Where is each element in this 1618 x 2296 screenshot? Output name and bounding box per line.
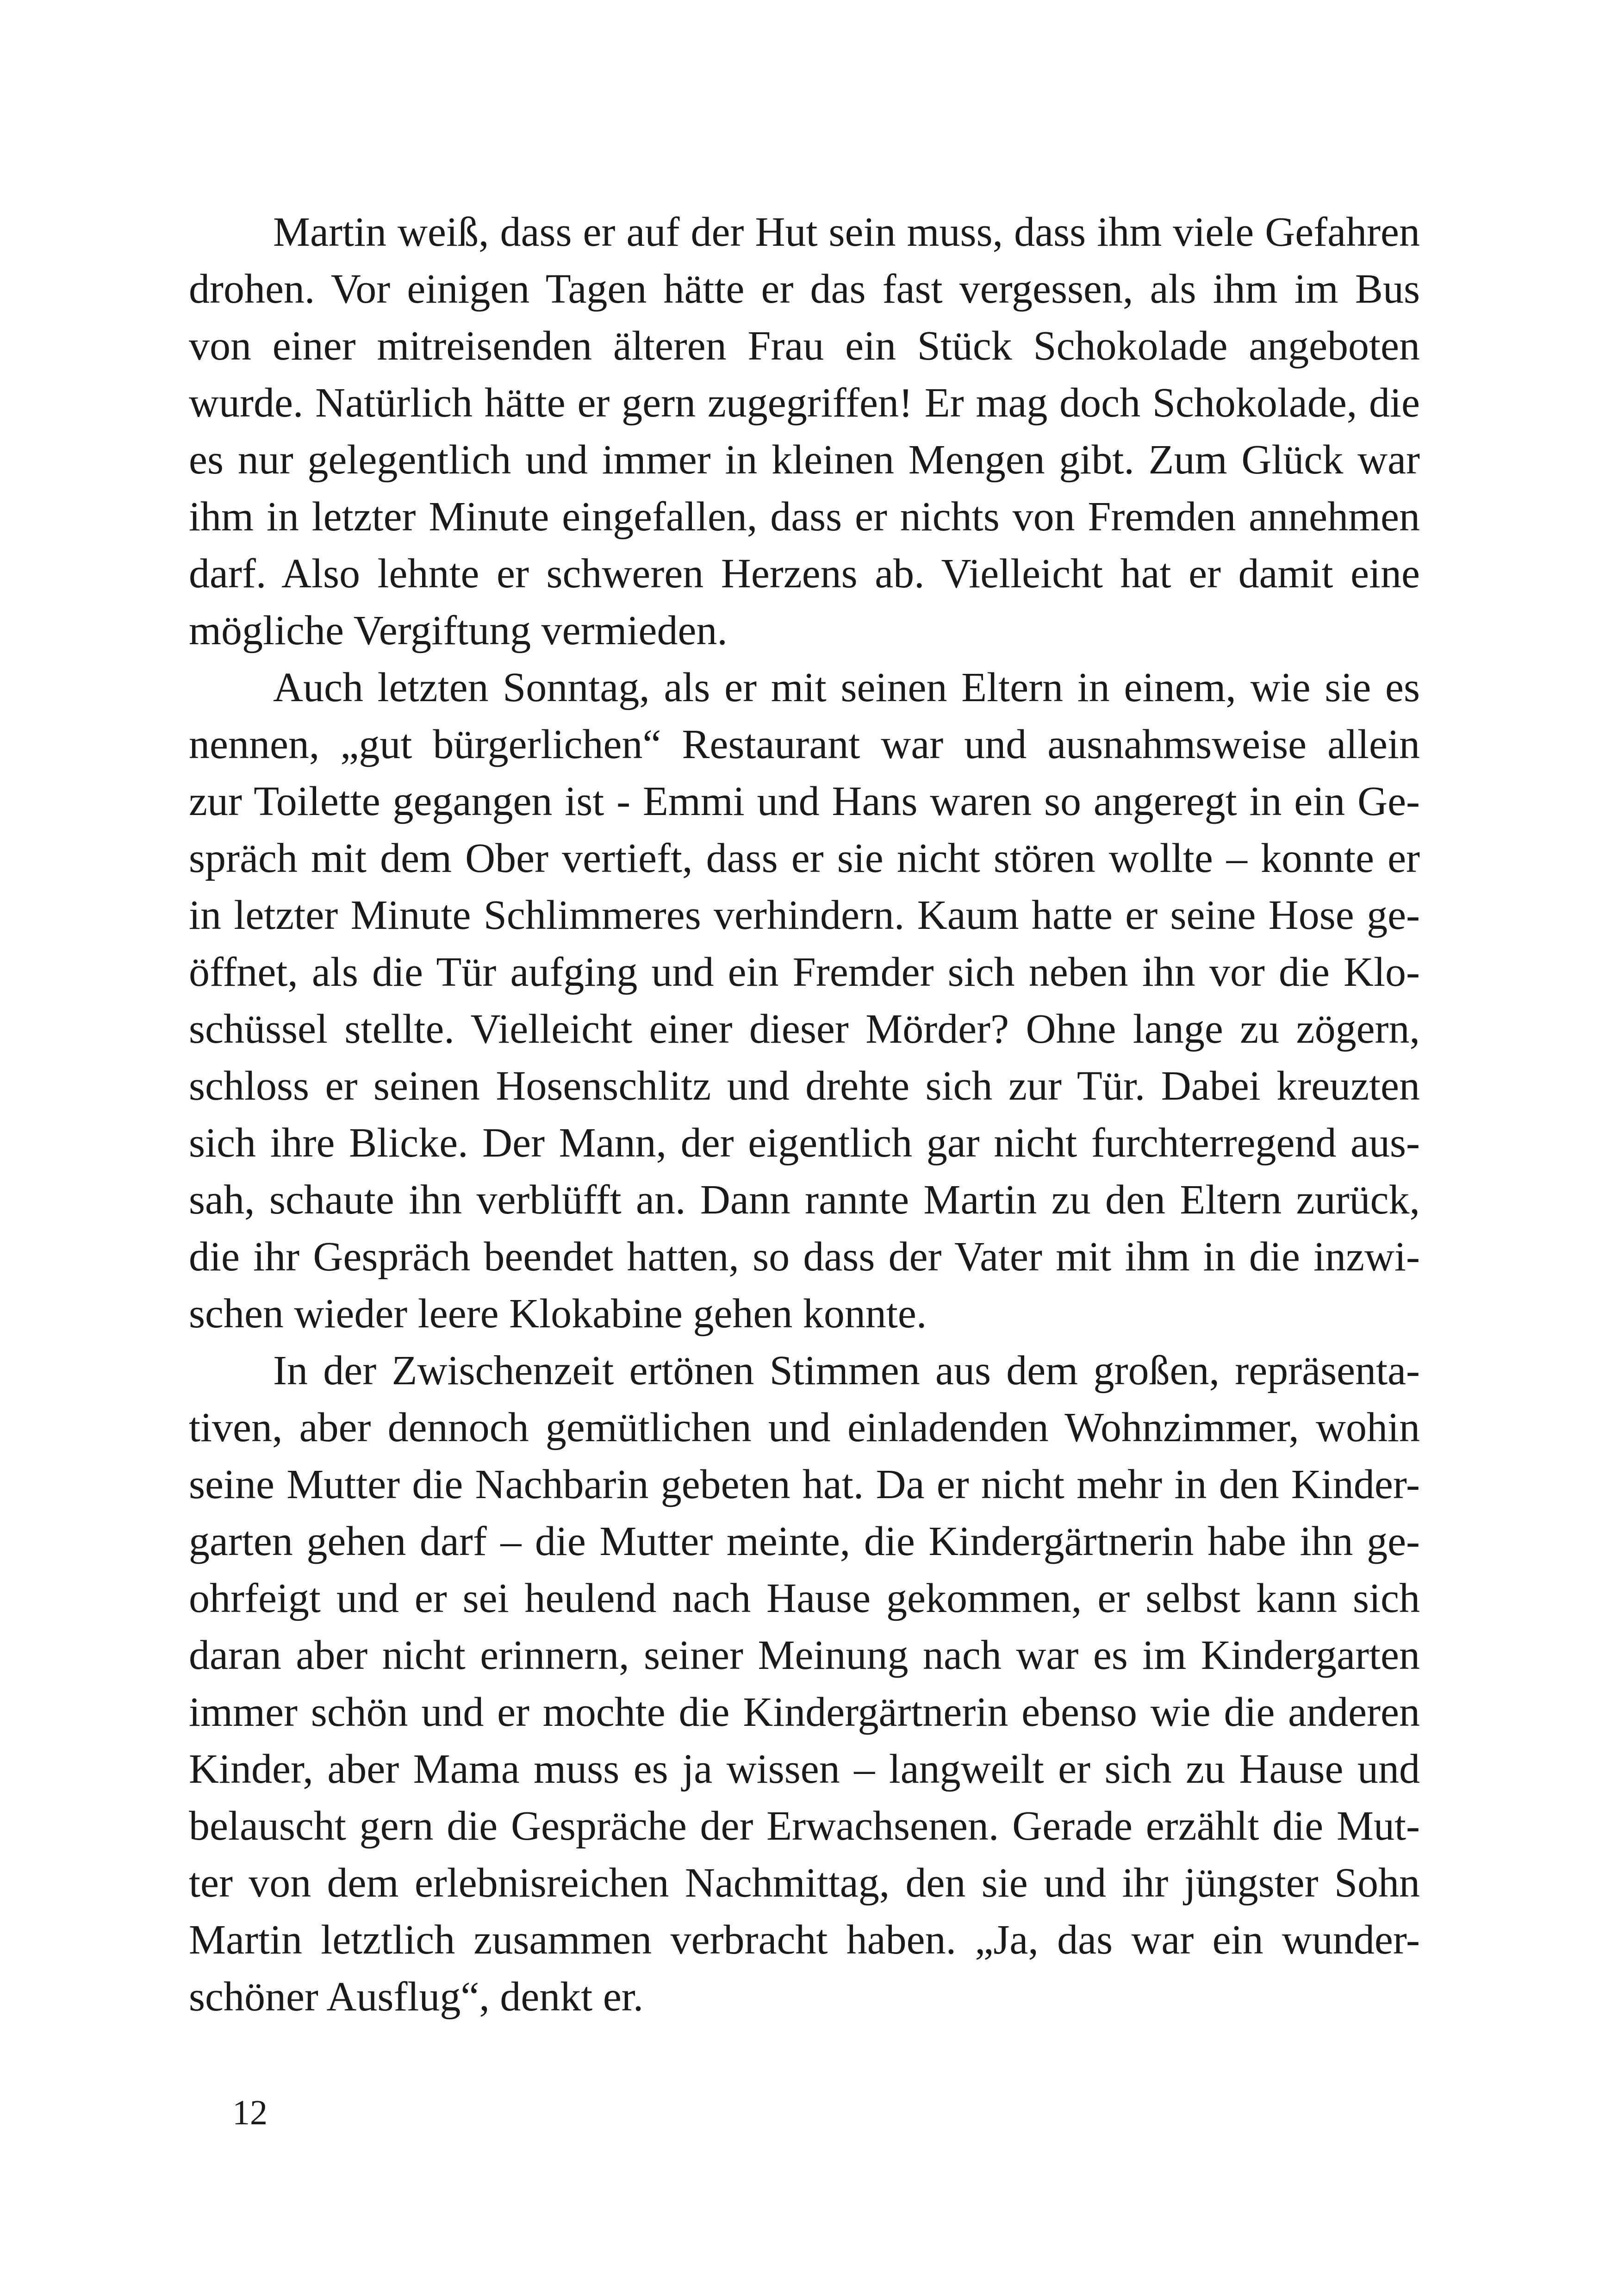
- text-line: belauscht gern die Gespräche der Erwachsenen. Gerade erzählt die Mut-: [189, 1803, 1420, 1849]
- text-line: Martin weiß, dass er auf der Hut sein muss, dass ihm viele Gefahren: [273, 209, 1420, 255]
- text-line: in letzter Minute Schlimmeres verhindern. Kaum hatte er seine Hose ge-: [189, 892, 1420, 938]
- text-line: garten gehen darf – die Mutter meinte, die Kindergärtnerin habe ihn ge-: [189, 1518, 1420, 1564]
- text-line: immer schön und er mochte die Kindergärtnerin ebenso wie die anderen: [189, 1689, 1420, 1735]
- text-line: ihm in letzter Minute eingefallen, dass er nichts von Fremden annehmen: [189, 494, 1420, 540]
- page-number: 12: [232, 2093, 268, 2132]
- text-line: sich ihre Blicke. Der Mann, der eigentlich gar nicht furchterregend aus-: [189, 1120, 1420, 1166]
- text-line: öffnet, als die Tür aufging und ein Fremder sich neben ihn vor die Klo-: [189, 949, 1420, 995]
- text-line: schöner Ausflug“, denkt er.: [189, 1974, 644, 2020]
- text-line: es nur gelegentlich und immer in kleinen Mengen gibt. Zum Glück war: [189, 437, 1420, 483]
- body-text: [189, 204, 1420, 2025]
- text-line: Kinder, aber Mama muss es ja wissen – langweilt er sich zu Hause und: [189, 1746, 1420, 1792]
- text-line: nennen, „gut bürgerlichen“ Restaurant war und ausnahmsweise allein: [189, 722, 1420, 767]
- text-line: spräch mit dem Ober vertieft, dass er sie nicht stören wollte – konnte er: [189, 835, 1420, 881]
- text-line: Martin letztlich zusammen verbracht haben. „Ja, das war ein wunder-: [189, 1917, 1420, 1963]
- text-line: darf. Also lehnte er schweren Herzens ab. Vielleicht hat er damit eine: [189, 551, 1420, 597]
- text-line: In der Zwischenzeit ertönen Stimmen aus dem großen, repräsenta-: [273, 1348, 1420, 1394]
- text-line: von einer mitreisenden älteren Frau ein Stück Schokolade angeboten: [189, 323, 1420, 369]
- text-line: daran aber nicht erinnern, seiner Meinung nach war es im Kindergarten: [189, 1632, 1420, 1678]
- paragraph-3: [189, 1342, 1420, 2025]
- paragraph-1: [189, 204, 1420, 659]
- text-line: mögliche Vergiftung vermieden.: [189, 608, 728, 653]
- text-line: Auch letzten Sonntag, als er mit seinen Eltern in einem, wie sie es: [273, 665, 1420, 710]
- text-line: ter von dem erlebnisreichen Nachmittag, den sie und ihr jüngster Sohn: [189, 1860, 1420, 1906]
- text-line: die ihr Gespräch beendet hatten, so dass der Vater mit ihm in die inzwi-: [189, 1234, 1420, 1280]
- text-line: schloss er seinen Hosenschlitz und drehte sich zur Tür. Dabei kreuzten: [189, 1063, 1420, 1109]
- paragraph-2: [189, 659, 1420, 1342]
- text-line: schüssel stellte. Vielleicht einer dieser Mörder? Ohne lange zu zögern,: [189, 1006, 1420, 1052]
- text-line: tiven, aber dennoch gemütlichen und einladenden Wohnzimmer, wohin: [189, 1405, 1420, 1450]
- text-line: schen wieder leere Klokabine gehen konnte.: [189, 1291, 927, 1337]
- text-line: sah, schaute ihn verblüfft an. Dann rannte Martin zu den Eltern zurück,: [189, 1177, 1420, 1223]
- text-line: wurde. Natürlich hätte er gern zugegriffen! Er mag doch Schokolade, die: [189, 380, 1420, 426]
- text-line: zur Toilette gegangen ist - Emmi und Hans waren so angeregt in ein Ge-: [189, 778, 1420, 824]
- text-line: ohrfeigt und er sei heulend nach Hause gekommen, er selbst kann sich: [189, 1575, 1420, 1621]
- text-line: seine Mutter die Nachbarin gebeten hat. Da er nicht mehr in den Kinder-: [189, 1462, 1420, 1507]
- text-line: drohen. Vor einigen Tagen hätte er das fast vergessen, als ihm im Bus: [189, 266, 1420, 312]
